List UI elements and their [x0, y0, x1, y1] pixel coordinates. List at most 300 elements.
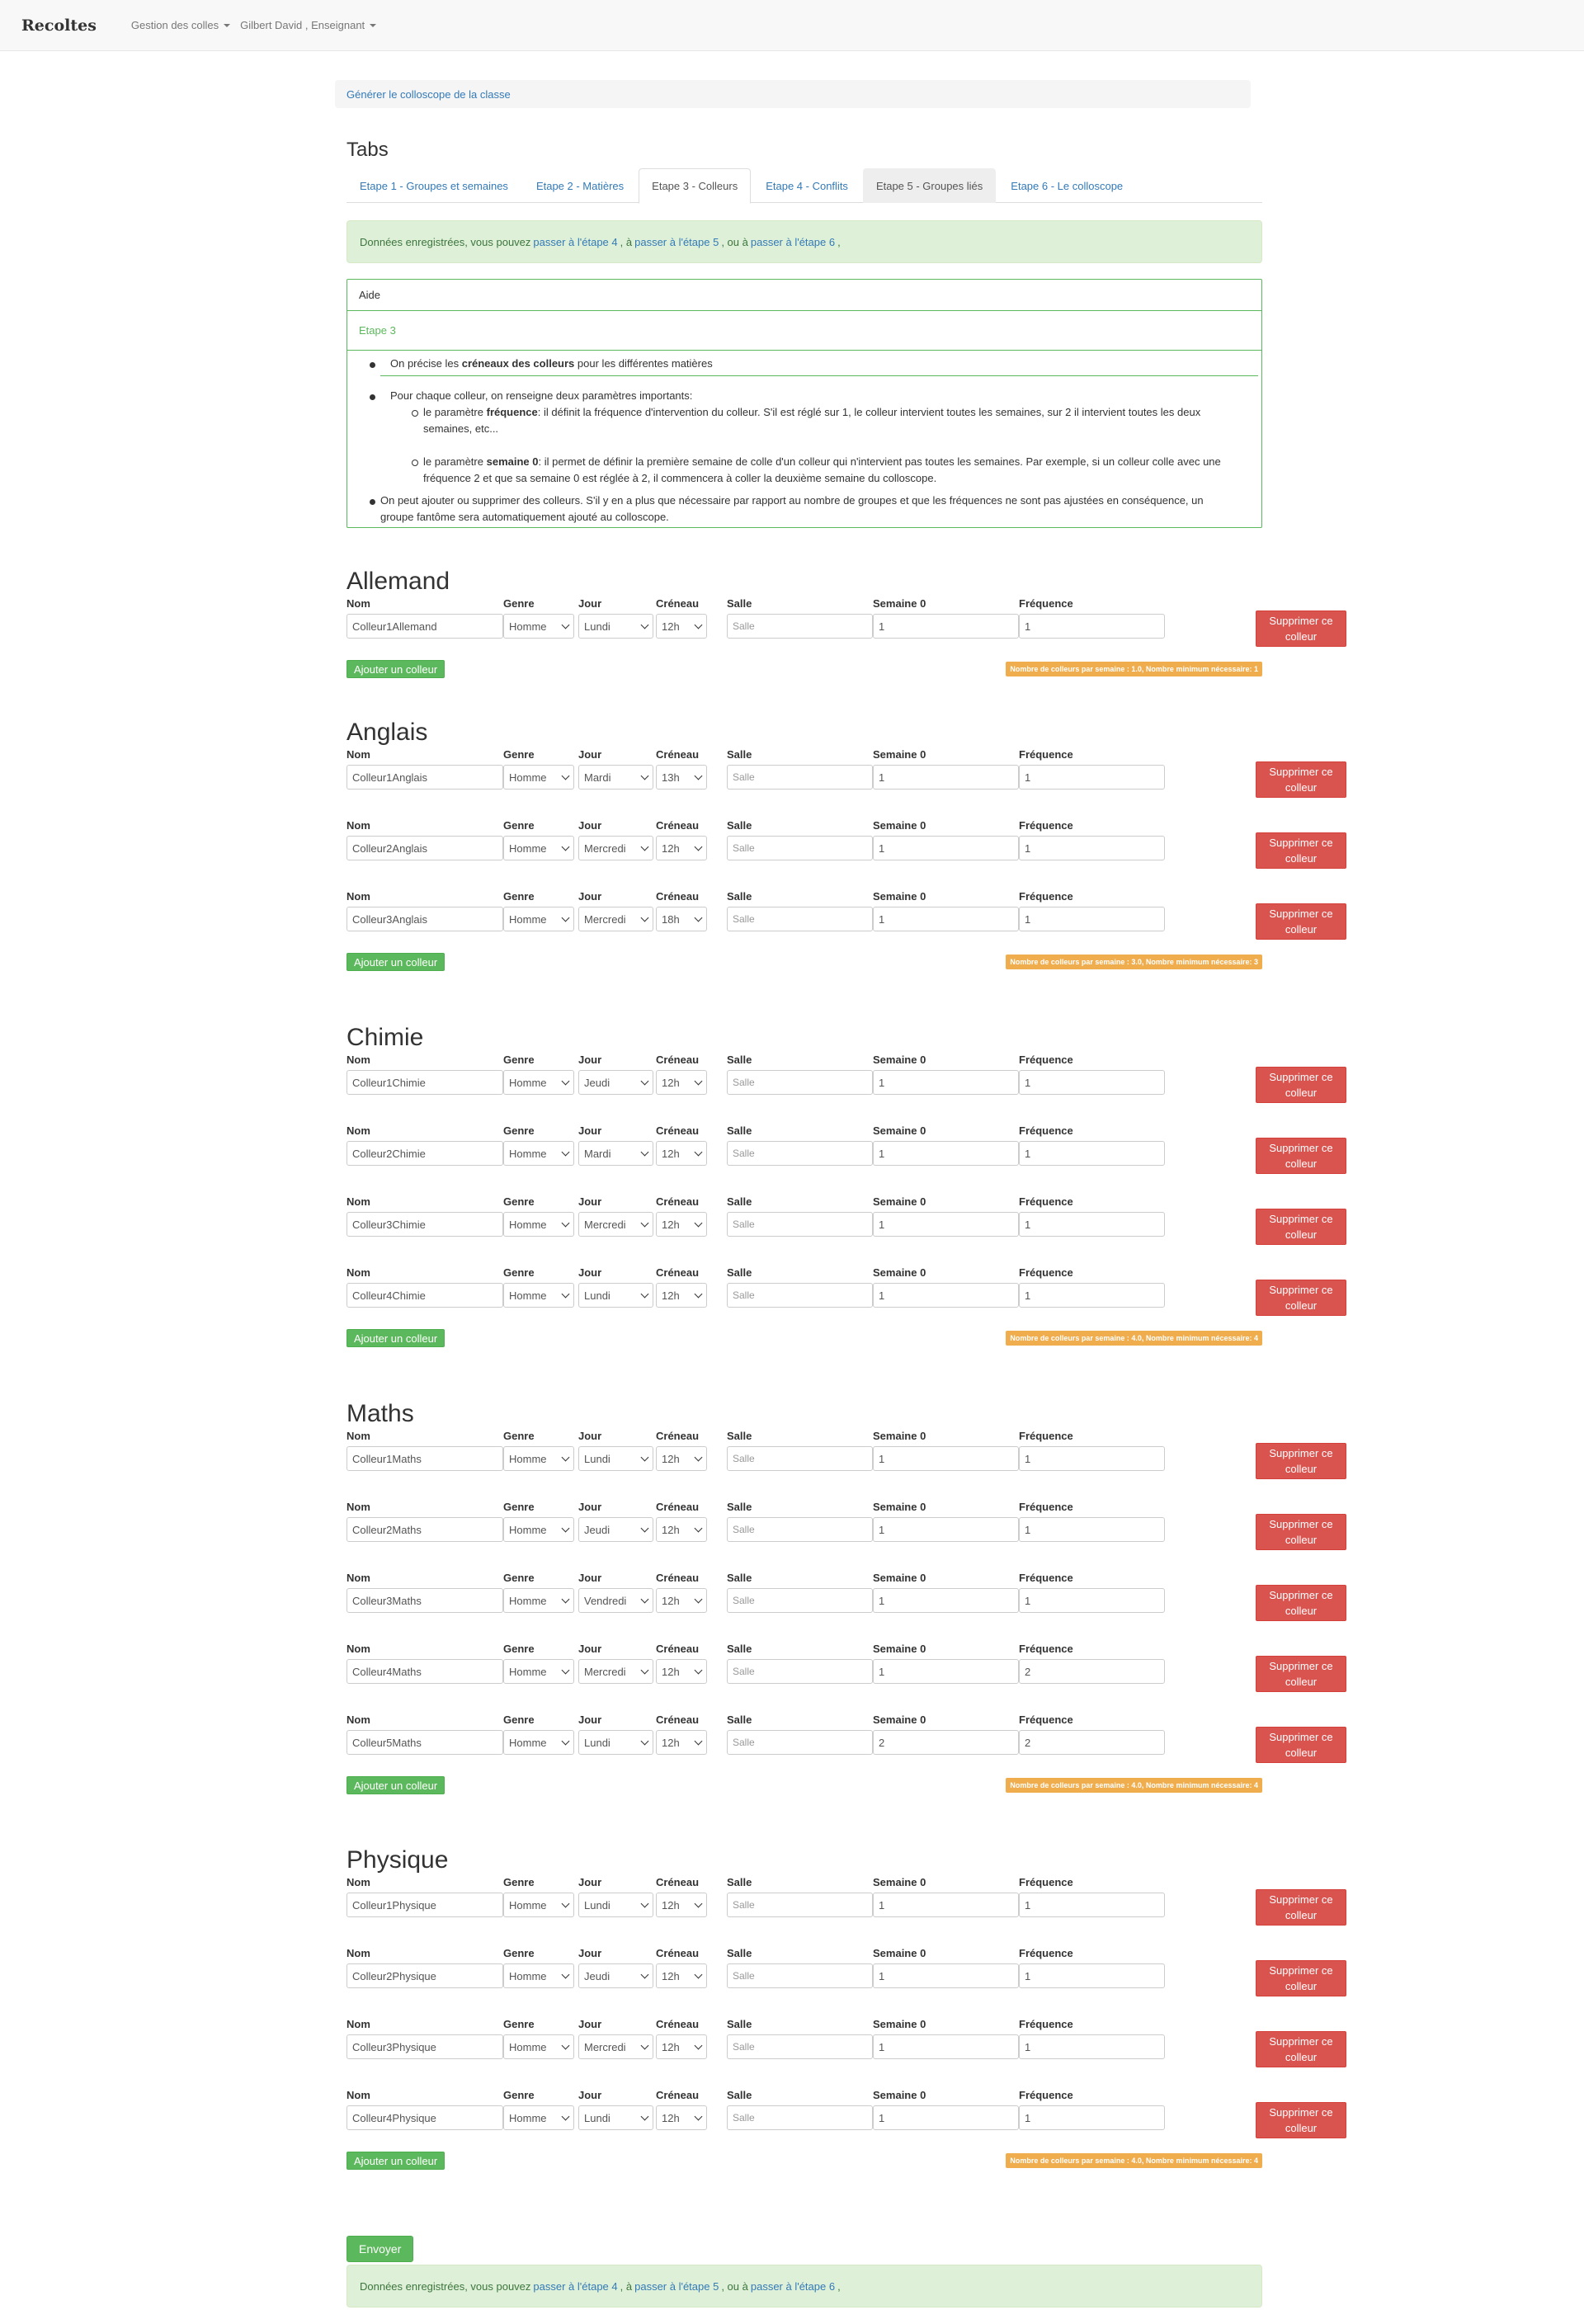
salle-input[interactable]	[727, 1446, 873, 1471]
jour-value: Mercredi	[584, 1665, 626, 1678]
salle-placeholder: Salle	[733, 1453, 755, 1464]
label-nom: Nom	[346, 1054, 370, 1066]
help-item-3: On peut ajouter ou supprimer des colleurs. S'il y en a plus que nécessaire par rapport au nombre de groupes et que les fréquences ne sont pas ajustées en conséquence, un groupe fantôme sera automatiquement ajouté au colloscope.	[380, 494, 1204, 523]
genre-select[interactable]	[503, 907, 574, 931]
nom-input[interactable]: Colleur3Anglais	[346, 907, 503, 931]
delete-colleur-button[interactable]: Supprimer ce colleur	[1256, 1280, 1346, 1316]
chevron-down-icon	[695, 1900, 703, 1908]
label-genre: Genre	[503, 748, 535, 761]
genre-value: Homme	[509, 1898, 547, 1912]
nom-input[interactable]: Colleur2Maths	[346, 1517, 503, 1542]
label-nom: Nom	[346, 1714, 370, 1726]
creneau-value: 12h	[662, 1289, 680, 1302]
nom-input[interactable]: Colleur1Physique	[346, 1893, 503, 1917]
chevron-down-icon	[562, 1454, 570, 1462]
jour-select[interactable]	[578, 1517, 653, 1542]
add-colleur-button[interactable]: Ajouter un colleur	[346, 2152, 445, 2170]
label-frequence: Fréquence	[1019, 748, 1073, 761]
subject-title: Physique	[346, 1846, 449, 1874]
chevron-down-icon	[562, 1148, 570, 1157]
chevron-down-icon	[695, 1148, 703, 1157]
nom-input[interactable]: Colleur1Allemand	[346, 614, 503, 639]
salle-placeholder: Salle	[733, 1219, 755, 1230]
jour-value: Lundi	[584, 1898, 610, 1912]
semaine0-input[interactable]: 1	[873, 1212, 1019, 1237]
label-nom: Nom	[346, 1572, 370, 1584]
help-panel	[346, 279, 1262, 528]
creneau-select[interactable]	[656, 1588, 707, 1613]
delete-colleur-button[interactable]: Supprimer ce colleur	[1256, 1889, 1346, 1926]
genre-select[interactable]	[503, 1963, 574, 1988]
delete-colleur-button[interactable]: Supprimer ce colleur	[1256, 1067, 1346, 1103]
salle-input[interactable]	[727, 1283, 873, 1308]
label-semaine0: Semaine 0	[873, 1124, 926, 1137]
chevron-down-icon	[695, 1737, 703, 1746]
salle-input[interactable]	[727, 614, 873, 639]
nom-input[interactable]: Colleur3Chimie	[346, 1212, 503, 1237]
label-salle: Salle	[727, 1124, 752, 1137]
genre-value: Homme	[509, 1147, 547, 1160]
chevron-down-icon	[641, 621, 649, 629]
label-semaine0: Semaine 0	[873, 1501, 926, 1513]
salle-placeholder: Salle	[733, 1899, 755, 1911]
creneau-select[interactable]	[656, 1070, 707, 1095]
label-genre: Genre	[503, 1124, 535, 1137]
menu-gestion-colles[interactable]	[131, 19, 230, 31]
add-colleur-button[interactable]: Ajouter un colleur	[346, 1329, 445, 1347]
delete-colleur-button[interactable]: Supprimer ce colleur	[1256, 1960, 1346, 1996]
genre-value: Homme	[509, 2040, 547, 2053]
tab-etape-6[interactable]: Etape 6 - Le colloscope	[1011, 179, 1124, 192]
genre-value: Homme	[509, 2111, 547, 2124]
semaine0-input[interactable]: 1	[873, 1517, 1019, 1542]
salle-placeholder: Salle	[733, 1737, 755, 1748]
jour-select[interactable]	[578, 1730, 653, 1755]
frequence-input[interactable]: 1	[1019, 2105, 1165, 2130]
caret-down-icon	[224, 24, 230, 27]
jour-select[interactable]	[578, 1446, 653, 1471]
jour-value: Lundi	[584, 2111, 610, 2124]
delete-colleur-button[interactable]: Supprimer ce colleur	[1256, 1656, 1346, 1692]
label-semaine0: Semaine 0	[873, 748, 926, 761]
jour-value: Lundi	[584, 1736, 610, 1749]
creneau-select[interactable]	[656, 836, 707, 860]
semaine0-input[interactable]: 1	[873, 1963, 1019, 1988]
label-creneau: Créneau	[656, 890, 700, 903]
frequence-input[interactable]: 1	[1019, 1070, 1165, 1095]
jour-select[interactable]	[578, 2105, 653, 2130]
creneau-select[interactable]	[656, 1893, 707, 1917]
label-genre: Genre	[503, 1876, 535, 1888]
frequence-input[interactable]: 1	[1019, 1517, 1165, 1542]
label-nom: Nom	[346, 1643, 370, 1655]
frequence-input[interactable]: 1	[1019, 614, 1165, 639]
semaine0-input[interactable]: 1	[873, 1283, 1019, 1308]
delete-colleur-button[interactable]: Supprimer ce colleur	[1256, 1138, 1346, 1174]
creneau-select[interactable]	[656, 1283, 707, 1308]
chevron-down-icon	[562, 2113, 570, 2121]
help-text: : il permet de définir la première semaine de colle d'un colleur qui n'intervient pas toutes les semaines. Par exemple, si un colleur colle avec une fréquence 2 et que sa semaine 0 est réglée à 2, il commencera à coller la deuxième semaine du colloscope.	[423, 455, 1221, 484]
chevron-down-icon	[695, 1290, 703, 1299]
label-salle: Salle	[727, 819, 752, 832]
salle-input[interactable]	[727, 1070, 873, 1095]
salle-placeholder: Salle	[733, 1666, 755, 1677]
link-etape-5[interactable]: passer à l'étape 5	[634, 2279, 719, 2293]
frequence-input[interactable]: 1	[1019, 1588, 1165, 1613]
jour-select[interactable]	[578, 1283, 653, 1308]
link-etape-4[interactable]: passer à l'étape 4	[533, 2279, 618, 2293]
label-genre: Genre	[503, 1501, 535, 1513]
delete-colleur-button[interactable]: Supprimer ce colleur	[1256, 2031, 1346, 2067]
jour-select[interactable]	[578, 765, 653, 790]
label-semaine0: Semaine 0	[873, 2089, 926, 2101]
creneau-value: 12h	[662, 2111, 680, 2124]
creneau-select[interactable]	[656, 1141, 707, 1166]
semaine0-input[interactable]: 1	[873, 2034, 1019, 2059]
chevron-down-icon	[562, 1737, 570, 1746]
label-jour: Jour	[578, 1643, 602, 1655]
nom-input[interactable]: Colleur4Maths	[346, 1659, 503, 1684]
menu-user[interactable]	[240, 19, 376, 31]
genre-select[interactable]	[503, 2034, 574, 2059]
chevron-down-icon	[562, 1290, 570, 1299]
label-frequence: Fréquence	[1019, 1947, 1073, 1959]
label-frequence: Fréquence	[1019, 2089, 1073, 2101]
frequence-input[interactable]: 1	[1019, 1893, 1165, 1917]
genre-select[interactable]	[503, 1141, 574, 1166]
salle-placeholder: Salle	[733, 2041, 755, 2053]
jour-select[interactable]	[578, 1659, 653, 1684]
semaine0-input[interactable]: 1	[873, 2105, 1019, 2130]
jour-select[interactable]	[578, 907, 653, 931]
delete-colleur-button[interactable]: Supprimer ce colleur	[1256, 903, 1346, 940]
nom-input[interactable]: Colleur4Chimie	[346, 1283, 503, 1308]
salle-input[interactable]	[727, 1141, 873, 1166]
label-semaine0: Semaine 0	[873, 1430, 926, 1442]
semaine0-input[interactable]: 1	[873, 836, 1019, 860]
success-alert-top	[346, 220, 1262, 263]
genre-select[interactable]	[503, 1446, 574, 1471]
alert-sep: ,	[620, 235, 624, 248]
add-colleur-button[interactable]: Ajouter un colleur	[346, 660, 445, 678]
label-genre: Genre	[503, 1714, 535, 1726]
frequence-input[interactable]: 1	[1019, 1212, 1165, 1237]
genre-value: Homme	[509, 1665, 547, 1678]
chevron-down-icon	[562, 1596, 570, 1604]
label-nom: Nom	[346, 748, 370, 761]
creneau-select[interactable]	[656, 1517, 707, 1542]
label-salle: Salle	[727, 1266, 752, 1279]
tab-etape-2[interactable]: Etape 2 - Matières	[535, 179, 625, 192]
semaine0-input[interactable]: 1	[873, 1893, 1019, 1917]
chevron-down-icon	[695, 621, 703, 629]
nom-input[interactable]: Colleur1Maths	[346, 1446, 503, 1471]
nom-input[interactable]: Colleur2Anglais	[346, 836, 503, 860]
salle-input[interactable]	[727, 1517, 873, 1542]
label-creneau: Créneau	[656, 1643, 700, 1655]
genre-value: Homme	[509, 841, 547, 855]
menu-gestion-colles-label: Gestion des colles	[130, 19, 219, 31]
label-salle: Salle	[727, 748, 752, 761]
creneau-value: 12h	[662, 1898, 680, 1912]
label-genre: Genre	[503, 597, 535, 610]
creneau-select[interactable]	[656, 2105, 707, 2130]
genre-select[interactable]	[503, 1730, 574, 1755]
genre-value: Homme	[509, 1969, 547, 1982]
label-salle: Salle	[727, 1714, 752, 1726]
label-jour: Jour	[578, 1714, 602, 1726]
nom-input[interactable]: Colleur4Physique	[346, 2105, 503, 2130]
link-etape-6[interactable]: passer à l'étape 6	[750, 235, 836, 248]
nom-input[interactable]: Colleur5Maths	[346, 1730, 503, 1755]
chevron-down-icon	[695, 843, 703, 851]
delete-colleur-button[interactable]: Supprimer ce colleur	[1256, 1514, 1346, 1550]
label-semaine0: Semaine 0	[873, 1572, 926, 1584]
genre-select[interactable]	[503, 1588, 574, 1613]
semaine0-input[interactable]: 1	[873, 765, 1019, 790]
delete-colleur-button[interactable]: Supprimer ce colleur	[1256, 832, 1346, 869]
salle-placeholder: Salle	[733, 1077, 755, 1088]
frequence-input[interactable]: 1	[1019, 765, 1165, 790]
creneau-select[interactable]	[656, 2034, 707, 2059]
frequence-input[interactable]: 1	[1019, 1446, 1165, 1471]
chevron-down-icon	[695, 1971, 703, 1979]
label-nom: Nom	[346, 2018, 370, 2030]
genre-select[interactable]	[503, 1212, 574, 1237]
frequence-input[interactable]: 1	[1019, 836, 1165, 860]
semaine0-input[interactable]: 1	[873, 1070, 1019, 1095]
salle-input[interactable]	[727, 1588, 873, 1613]
jour-select[interactable]	[578, 1588, 653, 1613]
creneau-select[interactable]	[656, 765, 707, 790]
creneau-select[interactable]	[656, 1730, 707, 1755]
creneau-select[interactable]	[656, 614, 707, 639]
chevron-down-icon	[641, 1666, 649, 1675]
label-jour: Jour	[578, 1947, 602, 1959]
genre-select[interactable]	[503, 1893, 574, 1917]
frequence-input[interactable]: 2	[1019, 1730, 1165, 1755]
brand-logo[interactable]: Recoltes	[21, 16, 97, 35]
jour-value: Mercredi	[584, 2040, 626, 2053]
salle-input[interactable]	[727, 1730, 873, 1755]
label-semaine0: Semaine 0	[873, 1947, 926, 1959]
label-creneau: Créneau	[656, 748, 700, 761]
label-creneau: Créneau	[656, 819, 700, 832]
jour-value: Jeudi	[584, 1076, 610, 1089]
frequence-input[interactable]: 1	[1019, 1963, 1165, 1988]
semaine0-input[interactable]: 1	[873, 1141, 1019, 1166]
creneau-select[interactable]	[656, 1212, 707, 1237]
genre-select[interactable]	[503, 2105, 574, 2130]
creneau-select[interactable]	[656, 1659, 707, 1684]
genre-value: Homme	[509, 1452, 547, 1465]
bullet-icon	[370, 362, 375, 368]
alert-sep: ,	[620, 2279, 624, 2293]
label-semaine0: Semaine 0	[873, 1643, 926, 1655]
frequence-input[interactable]: 1	[1019, 1141, 1165, 1166]
label-frequence: Fréquence	[1019, 1430, 1073, 1442]
nom-input[interactable]: Colleur1Chimie	[346, 1070, 503, 1095]
delete-colleur-button[interactable]: Supprimer ce colleur	[1256, 1727, 1346, 1763]
salle-input[interactable]	[727, 907, 873, 931]
generate-bar	[335, 80, 1251, 108]
chevron-down-icon	[641, 1290, 649, 1299]
label-salle: Salle	[727, 1947, 752, 1959]
label-nom: Nom	[346, 819, 370, 832]
navbar	[0, 0, 1584, 51]
circle-bullet-icon	[412, 410, 418, 417]
help-text: le paramètre	[423, 406, 483, 418]
salle-placeholder: Salle	[733, 771, 755, 783]
nom-input[interactable]: Colleur1Anglais	[346, 765, 503, 790]
alert-sep: à	[625, 235, 633, 248]
jour-select[interactable]	[578, 614, 653, 639]
delete-colleur-button[interactable]: Supprimer ce colleur	[1256, 761, 1346, 798]
frequence-input[interactable]: 1	[1019, 1283, 1165, 1308]
label-creneau: Créneau	[656, 2089, 700, 2101]
add-colleur-button[interactable]: Ajouter un colleur	[346, 953, 445, 971]
chevron-down-icon	[695, 1077, 703, 1086]
jour-value: Mercredi	[584, 1218, 626, 1231]
salle-placeholder: Salle	[733, 1524, 755, 1535]
chevron-down-icon	[695, 1219, 703, 1228]
creneau-select[interactable]	[656, 1963, 707, 1988]
label-salle: Salle	[727, 1572, 752, 1584]
link-etape-4[interactable]: passer à l'étape 4	[533, 235, 618, 248]
delete-colleur-button[interactable]: Supprimer ce colleur	[1256, 2102, 1346, 2138]
tab-etape-5[interactable]: Etape 5 - Groupes liés	[863, 168, 996, 203]
colleurs-count-badge: Nombre de colleurs par semaine : 3.0, Nombre minimum nécessaire: 3	[1006, 955, 1262, 969]
jour-select[interactable]	[578, 1141, 653, 1166]
menu-user-label: Gilbert David , Enseignant	[240, 19, 365, 31]
salle-placeholder: Salle	[733, 1289, 755, 1301]
tab-etape-4[interactable]: Etape 4 - Conflits	[766, 179, 848, 192]
label-genre: Genre	[503, 1947, 535, 1959]
nom-input[interactable]: Colleur3Maths	[346, 1588, 503, 1613]
creneau-select[interactable]	[656, 1446, 707, 1471]
label-genre: Genre	[503, 1572, 535, 1584]
label-jour: Jour	[578, 1501, 602, 1513]
subject-title: Allemand	[346, 568, 450, 595]
creneau-value: 18h	[662, 912, 680, 926]
nom-input[interactable]: Colleur3Physique	[346, 2034, 503, 2059]
frequence-input[interactable]: 1	[1019, 2034, 1165, 2059]
alert-sep: , ou à	[721, 235, 748, 248]
frequence-input[interactable]: 2	[1019, 1659, 1165, 1684]
colleurs-count-badge: Nombre de colleurs par semaine : 4.0, Nombre minimum nécessaire: 4	[1006, 1778, 1262, 1793]
genre-select[interactable]	[503, 1659, 574, 1684]
tab-etape-1[interactable]: Etape 1 - Groupes et semaines	[360, 179, 508, 192]
jour-select[interactable]	[578, 1963, 653, 1988]
frequence-input[interactable]: 1	[1019, 907, 1165, 931]
help-item-2a	[423, 404, 1248, 437]
link-etape-6[interactable]: passer à l'étape 6	[750, 2279, 836, 2293]
chevron-down-icon	[695, 1454, 703, 1462]
chevron-down-icon	[641, 1971, 649, 1979]
chevron-down-icon	[695, 2113, 703, 2121]
link-etape-5[interactable]: passer à l'étape 5	[634, 235, 719, 248]
genre-select[interactable]	[503, 836, 574, 860]
label-creneau: Créneau	[656, 1501, 700, 1513]
salle-input[interactable]	[727, 1893, 873, 1917]
semaine0-input[interactable]: 1	[873, 1659, 1019, 1684]
caret-down-icon	[370, 24, 376, 27]
send-button[interactable]: Envoyer	[346, 2236, 413, 2262]
help-text: le paramètre	[423, 455, 483, 468]
salle-input[interactable]	[727, 836, 873, 860]
chevron-down-icon	[641, 772, 649, 780]
chevron-down-icon	[562, 843, 570, 851]
genre-value: Homme	[509, 1736, 547, 1749]
jour-select[interactable]	[578, 1212, 653, 1237]
semaine0-input[interactable]: 1	[873, 907, 1019, 931]
semaine0-input[interactable]: 1	[873, 1588, 1019, 1613]
jour-value: Mercredi	[584, 841, 626, 855]
chevron-down-icon	[641, 2113, 649, 2121]
add-colleur-button[interactable]: Ajouter un colleur	[346, 1776, 445, 1794]
alert-text: Données enregistrées, vous pouvez	[360, 2279, 531, 2293]
jour-select[interactable]	[578, 1070, 653, 1095]
generate-colloscope-link[interactable]: Générer le colloscope de la classe	[346, 87, 511, 101]
genre-select[interactable]	[503, 1517, 574, 1542]
label-frequence: Fréquence	[1019, 1501, 1073, 1513]
chevron-down-icon	[641, 2042, 649, 2050]
semaine0-input[interactable]: 1	[873, 614, 1019, 639]
semaine0-input[interactable]: 1	[873, 1446, 1019, 1471]
delete-colleur-button[interactable]: Supprimer ce colleur	[1256, 1209, 1346, 1245]
chevron-down-icon	[562, 621, 570, 629]
label-creneau: Créneau	[656, 1714, 700, 1726]
label-jour: Jour	[578, 1430, 602, 1442]
genre-select[interactable]	[503, 765, 574, 790]
label-jour: Jour	[578, 1266, 602, 1279]
colleurs-count-badge: Nombre de colleurs par semaine : 4.0, Nombre minimum nécessaire: 4	[1006, 2153, 1262, 2168]
salle-placeholder: Salle	[733, 2112, 755, 2124]
label-salle: Salle	[727, 1054, 752, 1066]
delete-colleur-button[interactable]: Supprimer ce colleur	[1256, 610, 1346, 647]
nom-input[interactable]: Colleur2Physique	[346, 1963, 503, 1988]
jour-value: Jeudi	[584, 1523, 610, 1536]
tab-etape-3[interactable]: Etape 3 - Colleurs	[639, 168, 751, 204]
chevron-down-icon	[695, 2042, 703, 2050]
help-item-2b	[423, 454, 1248, 487]
label-creneau: Créneau	[656, 1266, 700, 1279]
chevron-down-icon	[562, 1077, 570, 1086]
salle-input[interactable]	[727, 1212, 873, 1237]
jour-select[interactable]	[578, 2034, 653, 2059]
nom-input[interactable]: Colleur2Chimie	[346, 1141, 503, 1166]
salle-input[interactable]	[727, 1659, 873, 1684]
jour-select[interactable]	[578, 836, 653, 860]
delete-colleur-button[interactable]: Supprimer ce colleur	[1256, 1585, 1346, 1621]
label-jour: Jour	[578, 748, 602, 761]
genre-select[interactable]	[503, 1070, 574, 1095]
creneau-select[interactable]	[656, 907, 707, 931]
salle-input[interactable]	[727, 2105, 873, 2130]
genre-select[interactable]	[503, 614, 574, 639]
salle-input[interactable]	[727, 765, 873, 790]
delete-colleur-button[interactable]: Supprimer ce colleur	[1256, 1443, 1346, 1479]
salle-input[interactable]	[727, 1963, 873, 1988]
semaine0-input[interactable]: 2	[873, 1730, 1019, 1755]
help-title: Aide	[347, 280, 1261, 311]
genre-select[interactable]	[503, 1283, 574, 1308]
label-creneau: Créneau	[656, 1195, 700, 1208]
chevron-down-icon	[695, 914, 703, 922]
jour-select[interactable]	[578, 1893, 653, 1917]
salle-input[interactable]	[727, 2034, 873, 2059]
chevron-down-icon	[562, 914, 570, 922]
